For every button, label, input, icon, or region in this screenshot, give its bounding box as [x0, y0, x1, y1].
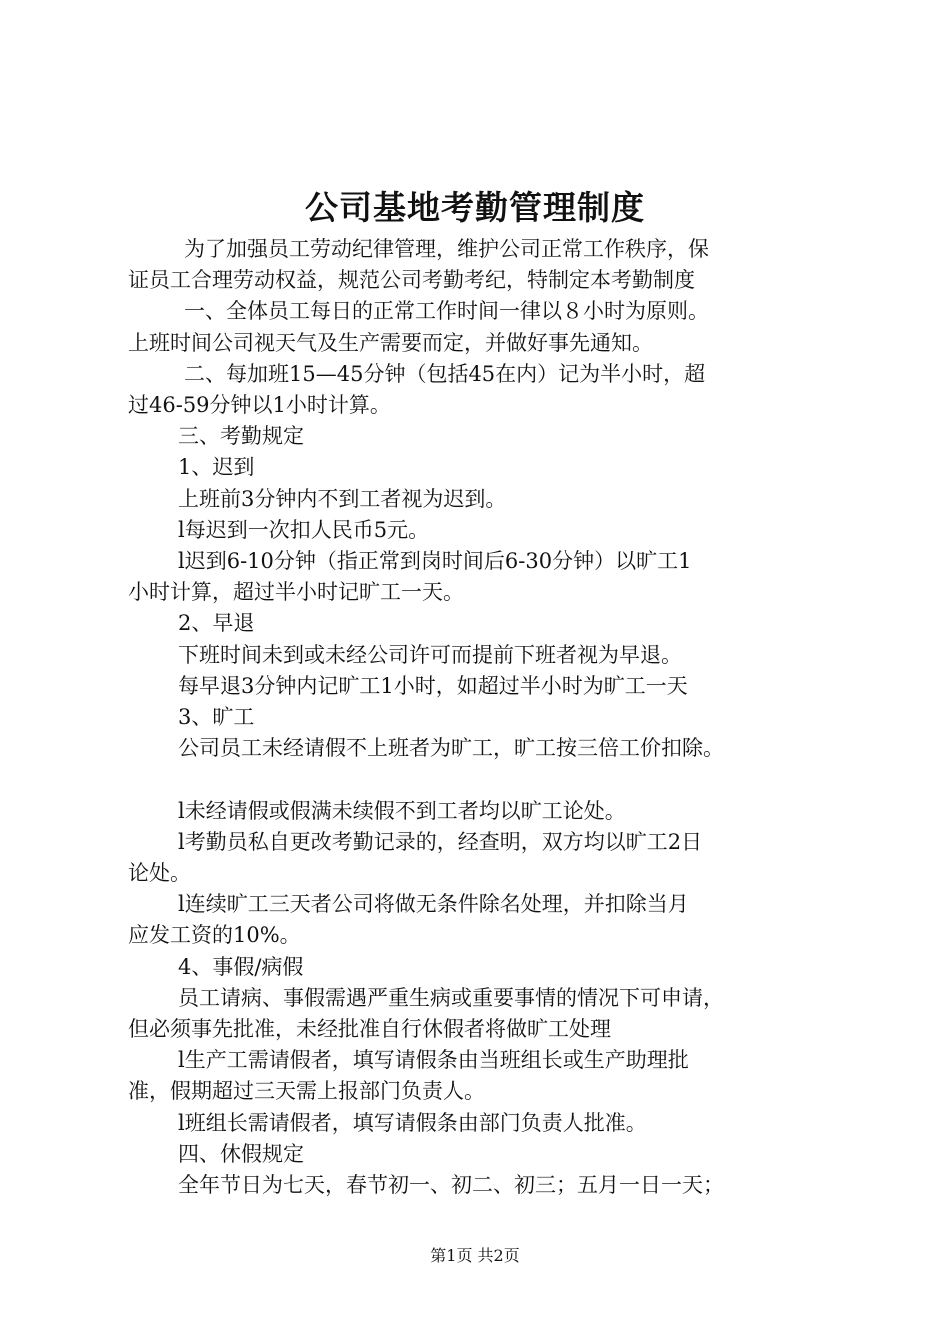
- paragraph-line: 下班时间未到或未经公司许可而提前下班者视为早退。: [178, 642, 682, 667]
- paragraph-line: l未经请假或假满未续假不到工者均以旷工论处。: [178, 798, 626, 823]
- paragraph-line: l班组长需请假者，填写请假条由部门负责人批准。: [178, 1110, 647, 1135]
- paragraph-line: l生产工需请假者，填写请假条由当班组长或生产助理批: [178, 1048, 689, 1073]
- section-heading: 四、休假规定: [178, 1141, 304, 1166]
- paragraph-line: 全年节日为七天，春节初一、初二、初三；五月一日一天；: [178, 1173, 724, 1198]
- paragraph-line: 论处。: [128, 861, 191, 886]
- paragraph-line: 员工请病、事假需遇严重生病或重要事情的情况下可申请，: [178, 985, 724, 1010]
- document-body: [128, 234, 828, 1201]
- subsection-heading: 3、旷工: [178, 705, 255, 730]
- paragraph-line: l每迟到一次扣人民币5元。: [178, 517, 430, 542]
- subsection-heading: 2、早退: [178, 611, 255, 636]
- paragraph-line: 小时计算，超过半小时记旷工一天。: [128, 580, 464, 605]
- page-indicator: 第1页 共2页: [430, 1246, 520, 1265]
- paragraph-line: 证员工合理劳动权益，规范公司考勤考纪，特制定本考勤制度: [128, 268, 695, 293]
- subsection-heading: 1、迟到: [178, 455, 255, 480]
- document-title: 公司基地考勤管理制度: [305, 188, 645, 227]
- paragraph-line: 公司员工未经请假不上班者为旷工，旷工按三倍工价扣除。: [178, 736, 724, 761]
- subsection-heading: 4、事假/病假: [178, 954, 304, 979]
- paragraph-line: 为了加强员工劳动纪律管理，维护公司正常工作秩序，保: [184, 237, 709, 261]
- blank-line: [128, 764, 828, 795]
- paragraph-line: 准，假期超过三天需上报部门负责人。: [128, 1079, 485, 1104]
- paragraph-line: l迟到6-10分钟（指正常到岗时间后6-30分钟）以旷工1: [178, 549, 692, 574]
- paragraph-line: 过46-59分钟以1小时计算。: [128, 393, 391, 418]
- paragraph-line: 二、每加班15—45分钟（包括45在内）记为半小时，超: [184, 361, 706, 386]
- paragraph-line: 每早退3分钟内记旷工1小时，如超过半小时为旷工一天: [178, 673, 688, 698]
- paragraph-line: l连续旷工三天者公司将做无条件除名处理，并扣除当月: [178, 892, 689, 917]
- paragraph-line: 上班时间公司视天气及生产需要而定，并做好事先通知。: [128, 330, 653, 355]
- paragraph-line: 应发工资的10%。: [128, 923, 301, 948]
- paragraph-line: l考勤员私自更改考勤记录的，经查明，双方均以旷工2日: [178, 829, 703, 854]
- paragraph-line: 上班前3分钟内不到工者视为迟到。: [178, 486, 507, 511]
- paragraph-line: 但必须事先批准，未经批准自行休假者将做旷工处理: [128, 1017, 611, 1042]
- section-heading: 三、考勤规定: [178, 424, 304, 449]
- paragraph-line: 一、全体员工每日的正常工作时间一律以８小时为原则。: [184, 299, 709, 324]
